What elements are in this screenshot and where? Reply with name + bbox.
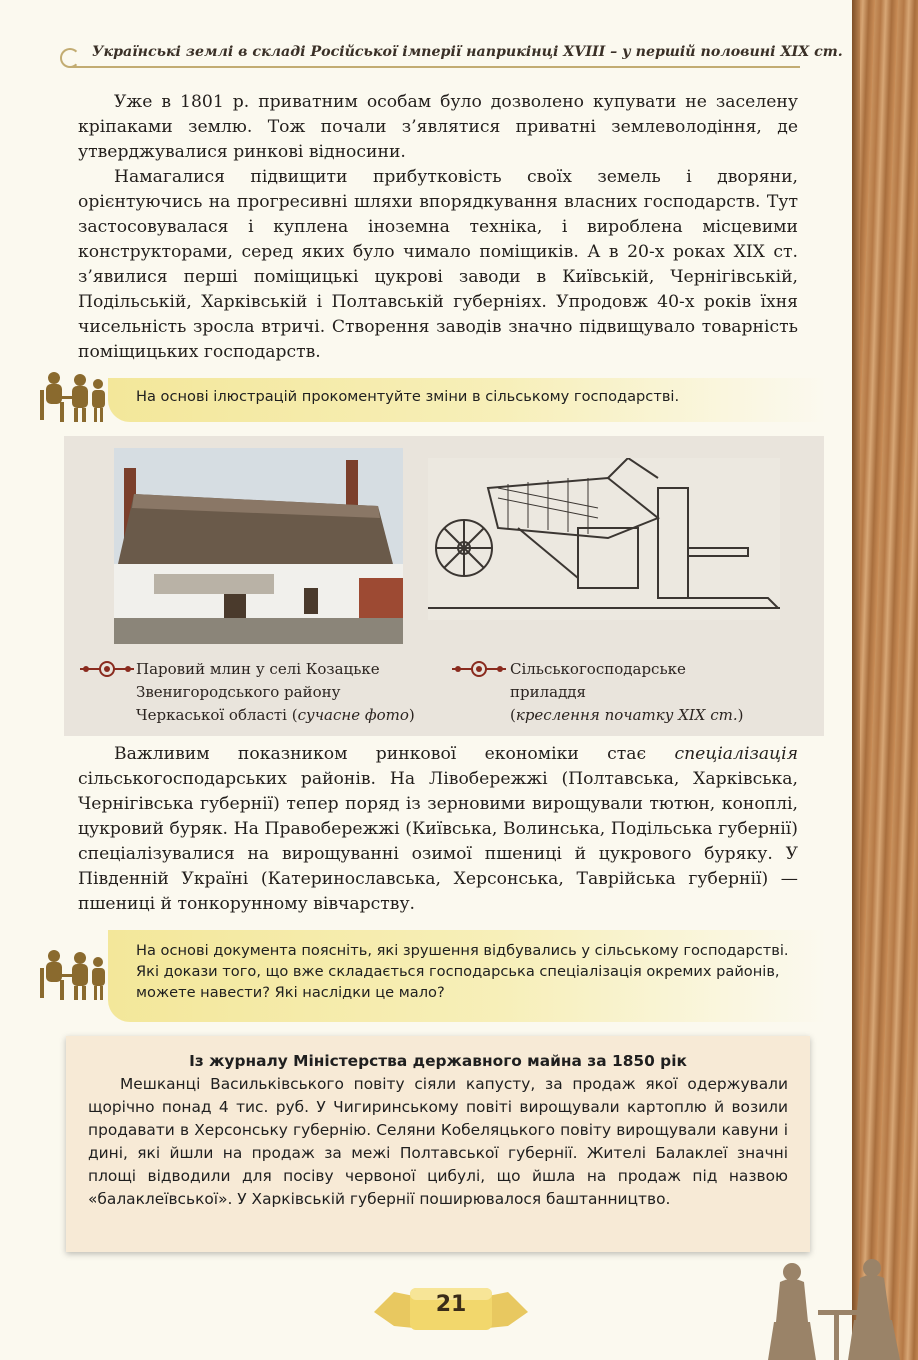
- paragraph-specialization: [78, 742, 798, 917]
- running-header-title: Українські землі в складі Російської імперії наприкінці XVIII – у першій половині XIX ст.: [92, 44, 843, 60]
- caption-ornament-icon: [80, 661, 134, 677]
- caption-left-italic: сучасне фото: [297, 706, 409, 724]
- discussion-people-icon: [34, 366, 114, 426]
- paragraph-specialization-term: спеціалізація: [674, 744, 798, 764]
- discussion-people-icon: [34, 944, 114, 1004]
- document-title: Із журналу Міністерства державного майна за 1850 рік: [189, 1052, 687, 1070]
- document-body-text: Мешканці Васильківського повіту сіяли капусту, за продаж якої одержували щорічно понад 4 тис. руб. У Чигиринському повіті вирощували картоплю й возили продавати в Херсонську губернію. Селяни Кобеляцького повіту вирощували кавуни і дині, які йшли на продаж за межі Полтавської губернії. Жителі Балаклеї значні площі відводили для посіву червоної цибулі, що йшла на продаж під назвою «балаклеївської». У Харківській губернії поширювалося баштанництво.: [88, 1075, 788, 1208]
- caption-right-line-1: Сільськогосподарське: [510, 660, 686, 678]
- paragraph-2: [78, 165, 798, 365]
- running-header: [60, 36, 843, 76]
- task-illustrations-text: На основі ілюстрацій прокоментуйте зміни в сільському господарстві.: [136, 388, 680, 405]
- caption-steam-mill: [80, 658, 460, 727]
- machine-schematic-picture: [428, 458, 780, 620]
- header-curl-ornament: [60, 48, 80, 68]
- caption-right-italic: креслення початку XIX ст.: [515, 706, 738, 724]
- task-document-text: На основі документа поясніть, які зрушення відбувались у сільському господарстві. Які докази того, що вже складається господарська спеціалізація окремих районів, можете навести? Які наслідки це мало?: [136, 942, 789, 1001]
- caption-machine-drawing: [452, 658, 812, 727]
- caption-right-close: ): [737, 706, 744, 724]
- caption-left-line-3-text: Черкаської області (: [136, 706, 298, 724]
- steam-mill-building-picture: [114, 448, 403, 644]
- steam-mill-photo: [114, 448, 403, 644]
- page-number: 21: [435, 1292, 467, 1317]
- paragraph-1-text: Уже в 1801 р. приватним особам було дозволено купувати не заселену кріпаками землю. Тож почали з’являтися приватні землеволодіння, де утверджувалися ринкові відносини.: [78, 92, 798, 162]
- wooden-page-edge: [852, 0, 918, 1360]
- historical-document-box: [66, 1036, 810, 1252]
- caption-left-line-2: Звенигородського району: [136, 683, 341, 701]
- document-body: [66, 1073, 810, 1211]
- paragraph-specialization-text-2: сільськогосподарських районів. На Лівобережжі (Полтавська, Харківська, Чернігівська губернії) тепер поряд із зерновими вирощували тютюн, коноплі, цукровий буряк. На Правобережжі (Київська, Волинська, Подільська губернії) спеціалізувалися на вирощуванні озимої пшениці й цукрового буряку. У Південній Україні (Катеринославська, Херсонська, Таврійська губернії) — пшениці й тонкорунному вівчарству.: [78, 769, 798, 914]
- paragraph-2-text: Намагалися підвищити прибутковість своїх земель і дворяни, орієнтуючись на прогресивні шляхи впорядкування власних господарств. Тут застосовувалася і куплена іноземна техніка, і вироблена місцевими конструкторами, серед яких було чимало поміщиків. А в 20-х роках XIX ст. з’явилися перші поміщицькі цукрові заводи в Київській, Чернігівській, Подільській, Харківській і Полтавській губерніях. Упродовж 40-х років їхня чисельність зросла втричі. Створення заводів значно підвищувало товарність поміщицьких господарств.: [78, 167, 798, 362]
- caption-right-open: (: [510, 706, 516, 724]
- page-number-badge: [374, 1282, 528, 1334]
- caption-right-line-2: приладдя: [510, 683, 587, 701]
- task-illustrations: [108, 378, 826, 422]
- header-rule: [70, 66, 800, 68]
- agricultural-machine-drawing: [428, 458, 780, 620]
- caption-left-line-3: [136, 704, 460, 727]
- task-document: [108, 930, 826, 1022]
- corner-figures-illustration: [760, 1252, 910, 1360]
- paragraph-specialization-text-1: Важливим показником ринкової економіки стає: [114, 744, 675, 764]
- paragraph-1: [78, 90, 798, 165]
- caption-right-line-3: [510, 704, 812, 727]
- caption-left-line-1: Паровий млин у селі Козацьке: [136, 660, 380, 678]
- caption-ornament-icon: [452, 661, 506, 677]
- caption-left-close: ): [408, 706, 415, 724]
